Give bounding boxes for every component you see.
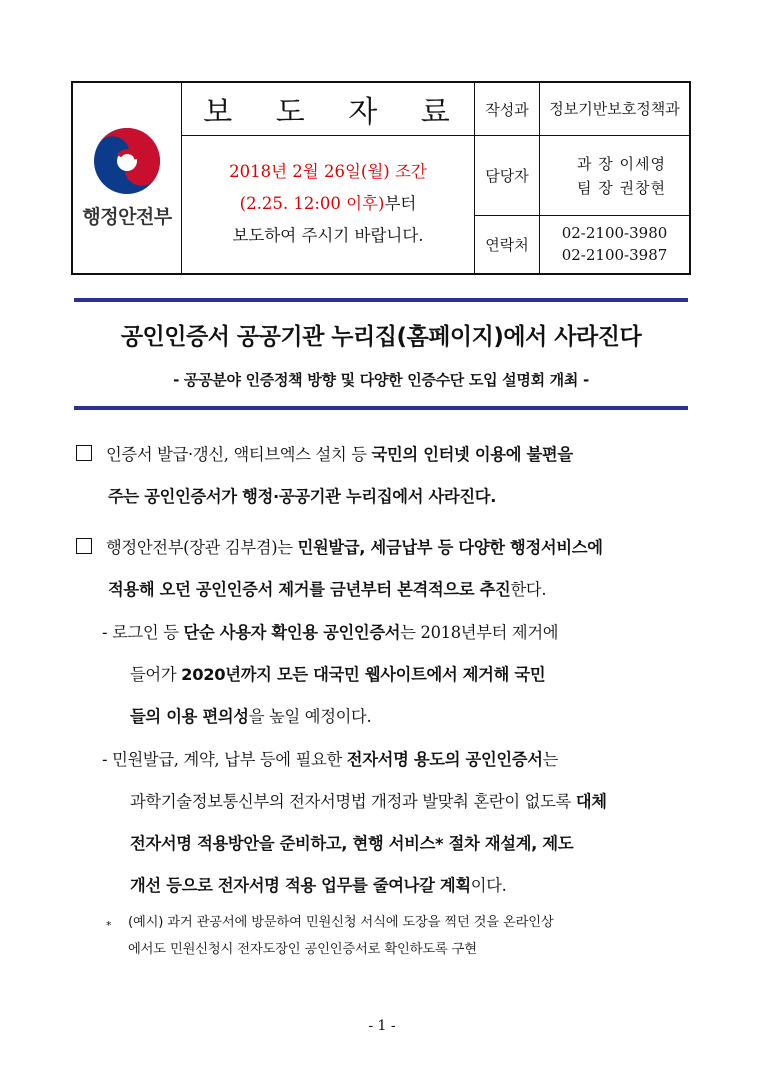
phone-label: 연락처: [475, 216, 540, 274]
footnote-star: *: [106, 919, 112, 932]
embargo-from: 부터: [384, 194, 417, 214]
s1-text-c: 는 2018년부터 제거에: [400, 623, 559, 642]
checkbox-bullet-icon: [76, 445, 92, 461]
footnote: [106, 911, 691, 962]
contact-persons: [540, 136, 691, 216]
p2-text-d: 한다.: [510, 580, 547, 599]
page-number: - 1 -: [368, 1018, 396, 1034]
doc-title-cell: [182, 82, 475, 136]
sub-item-2: [102, 739, 691, 907]
p1-text-a: 인증서 발급·갱신, 액티브엑스 설치 등: [106, 445, 372, 464]
phone-1: 02-2100-3980: [561, 224, 668, 243]
sub-item-1: [102, 612, 691, 738]
ministry-logo-cell: [72, 82, 182, 274]
p1-text-b: 국민의 인터넷 이용에 불편을: [371, 445, 573, 464]
contact-person-2: 팀 장 권창현: [577, 178, 666, 197]
subheadline: - 공공분야 인증정책 방향 및 다양한 인증수단 도입 설명회 개최 -: [173, 371, 589, 389]
p2-text-b: 민원발급, 세금납부 등 다양한 행정서비스에: [297, 538, 603, 557]
s2-text-c: 는: [542, 750, 559, 769]
p2-text-a: 행정안전부(장관 김부겸)는: [106, 538, 298, 557]
s1-text-b: 단순 사용자 확인용 공인인증서: [183, 623, 401, 642]
s1-text-g: 을 높일 예정이다.: [248, 707, 372, 726]
contact-label: 담당자: [475, 136, 540, 216]
paragraph-1: [76, 434, 691, 518]
footnote-line-2: 에서도 민원신청시 전자도장인 공인인증서로 확인하도록 구현: [128, 942, 477, 957]
contact-person-1: 과 장 이세영: [577, 154, 666, 173]
s2-text-e: 대체: [575, 792, 607, 811]
embargo-date: 2018년 2월 26일(월) 조간: [229, 162, 427, 182]
s1-text-e: 2020년까지 모든 대국민 웹사이트에서 제거해 국민: [181, 665, 546, 684]
paragraph-2: [76, 527, 691, 611]
phone-numbers: [540, 216, 691, 274]
p1-text-c: 주는 공인인증서가 행정·공공기관 누리집에서 사라진다.: [108, 487, 497, 506]
doc-title: 보 도 자 료: [203, 95, 467, 130]
embargo-time: (2.25. 12:00 이후): [239, 194, 385, 214]
author-label: 작성과: [475, 82, 540, 136]
embargo-request: 보도하여 주시기 바랍니다.: [232, 226, 424, 246]
footnote-line-1: (예시) 과거 관공서에 방문하여 민원신청 서식에 도장을 찍던 것을 온라인상: [128, 915, 554, 930]
s1-text-d: 들어가: [130, 665, 182, 684]
s2-text-h: 이다.: [470, 876, 507, 895]
s1-text-a: - 로그인 등: [102, 623, 184, 642]
press-release-header: [71, 81, 691, 275]
s2-text-g: 개선 등으로 전자서명 적용 업무를 줄여나갈 계획: [130, 876, 471, 895]
taegeuk-logo-icon: [92, 126, 162, 196]
embargo-notice: [182, 136, 475, 274]
headline-top-rule: [74, 298, 688, 302]
p2-text-c: 적용해 오던 공인인증서 제거를 금년부터 본격적으로 추진: [108, 580, 511, 599]
s2-text-d: 과학기술정보통신부의 전자서명법 개정과 발맞춰 혼란이 없도록: [130, 792, 576, 811]
ministry-name: 행정안전부: [82, 206, 172, 229]
headline-bottom-rule: [74, 406, 688, 410]
s1-text-f: 들의 이용 편의성: [130, 707, 249, 726]
s2-text-a: - 민원발급, 계약, 납부 등에 필요한: [102, 750, 347, 769]
s2-text-f: 전자서명 적용방안을 준비하고, 현행 서비스* 절차 재설계, 제도: [130, 834, 574, 853]
author-value: 정보기반보호정책과: [540, 82, 691, 136]
phone-2: 02-2100-3987: [561, 246, 668, 265]
s2-text-b: 전자서명 용도의 공인인증서: [346, 750, 543, 769]
headline: 공인인증서 공공기관 누리집(홈페이지)에서 사라진다: [120, 324, 642, 350]
checkbox-bullet-icon: [76, 538, 92, 554]
